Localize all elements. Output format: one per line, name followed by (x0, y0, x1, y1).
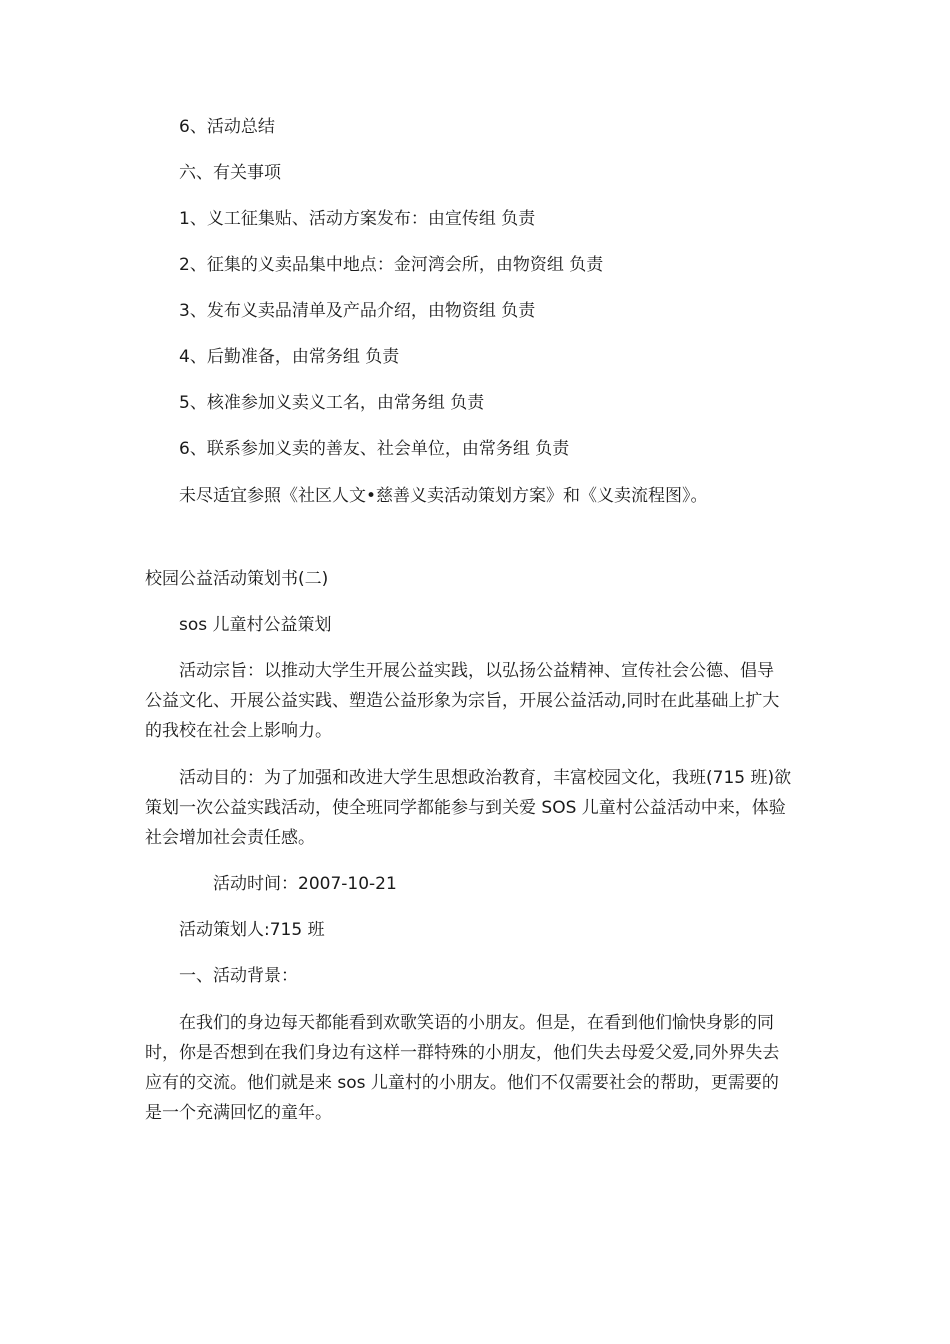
list-item: 3、发布义卖品清单及产品介绍，由物资组 负责 (179, 301, 536, 321)
purpose-line: 的我校在社会上影响力。 (145, 721, 332, 741)
section-subtitle: sos 儿童村公益策划 (179, 615, 332, 635)
activity-planner: 活动策划人:715 班 (179, 920, 325, 940)
goal-line: 策划一次公益实践活动，使全班同学都能参与到关爱 SOS 儿童村公益活动中来，体验 (145, 798, 786, 818)
activity-time: 活动时间：2007-10-21 (213, 874, 397, 894)
goal-line: 活动目的：为了加强和改进大学生思想政治教育，丰富校园文化，我班(715 班)欲 (179, 768, 792, 788)
background-line: 时，你是否想到在我们身边有这样一群特殊的小朋友，他们失去母爱父爱,同外界失去 (145, 1043, 780, 1063)
background-line: 应有的交流。他们就是来 sos 儿童村的小朋友。他们不仅需要社会的帮助，更需要的 (145, 1073, 779, 1093)
goal-line: 社会增加社会责任感。 (145, 828, 315, 848)
purpose-line: 活动宗旨：以推动大学生开展公益实践，以弘扬公益精神、宣传社会公德、倡导 (179, 661, 774, 681)
closing-note: 未尽适宜参照《社区人文•慈善义卖活动策划方案》和《义卖流程图》。 (179, 486, 708, 506)
list-item: 6、联系参加义卖的善友、社会单位，由常务组 负责 (179, 439, 570, 459)
background-line: 是一个充满回忆的童年。 (145, 1103, 332, 1123)
list-item: 4、后勤准备，由常务组 负责 (179, 347, 400, 367)
background-heading: 一、活动背景： (179, 966, 298, 986)
purpose-line: 公益文化、开展公益实践、塑造公益形象为宗旨，开展公益活动,同时在此基础上扩大 (145, 691, 780, 711)
list-item: 5、核准参加义卖义工名，由常务组 负责 (179, 393, 485, 413)
list-item: 1、义工征集贴、活动方案发布：由宣传组 负责 (179, 209, 536, 229)
section-title: 校园公益活动策划书(二) (145, 569, 329, 589)
list-item: 2、征集的义卖品集中地点：金河湾会所，由物资组 负责 (179, 255, 604, 275)
background-line: 在我们的身边每天都能看到欢歌笑语的小朋友。但是，在看到他们愉快身影的同 (179, 1013, 774, 1033)
heading-related-matters: 六、有关事项 (179, 163, 281, 183)
item-activity-summary: 6、活动总结 (179, 117, 275, 137)
